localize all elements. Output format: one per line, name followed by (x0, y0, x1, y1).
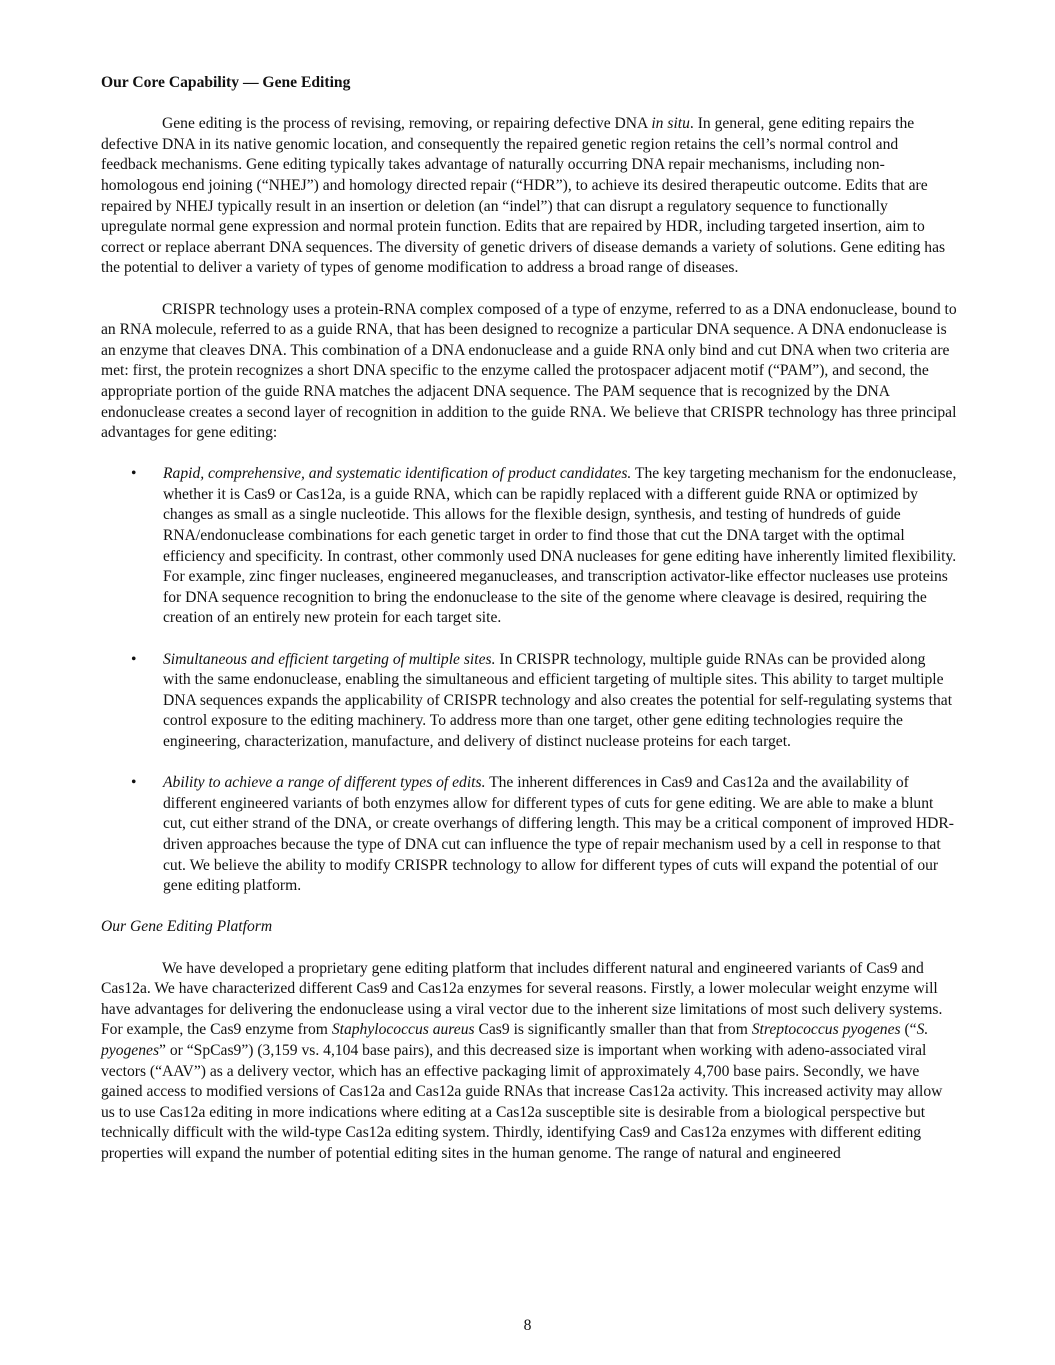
text-span: Gene editing is the process of revising, removing, or repairing defective DNA (162, 115, 652, 133)
platform-subheading: Our Gene Editing Platform (101, 918, 273, 936)
paragraph-crispr-technology: CRISPR technology uses a protein-RNA complex composed of a type of enzyme, referred to as a DNA endonuclease, bound to an RNA molecule, referred to as a guide RNA, that has been designed to recognize a particular DNA sequence. A DNA endonuclease is an enzyme that cleaves DNA. This combination of a DNA endonuclease and a guide RNA only bind and cut DNA when two criteria are met: first, the protein recognizes a short DNA specific to the enzyme called the protospacer adjacent motif (“PAM”), and second, the appropriate portion of the guide RNA matches the adjacent DNA sequence. The PAM sequence that is recognized by the DNA endonuclease creates a second layer of recognition in addition to the guide RNA. We believe that CRISPR technology has three principal advantages for gene editing: (101, 300, 957, 442)
list-item (101, 650, 957, 753)
bullet-lead: Rapid, comprehensive, and systematic identification of product candidates. (163, 465, 632, 483)
bullet-icon: • (131, 465, 137, 483)
bullet-text: The key targeting mechanism for the endonuclease, whether it is Cas9 or Cas12a, is a guide RNA, which can be rapidly replaced with a different guide RNA or optimized by changes as small as a single nucleotide. This allows for the flexible design, synthesis, and testing of hundreds of guide RNA/endonuclease combinations for each genetic target in order to find those that cut the DNA target with the optimal efficiency and specificity. In contrast, other commonly used DNA nucleases for gene editing have inherently limited flexibility. For example, zinc finger nucleases, engineered meganucleases, and transcription activator-like effector nucleases use proteins for DNA sequence recognition to bring the endonuclease to the site of the genome where cleavage is desired, requiring the creation of an entirely new protein for each target site. (163, 465, 957, 627)
species-name: Staphylococcus aureus (331, 1021, 475, 1039)
page-number: 8 (523, 1317, 532, 1334)
list-item (101, 773, 957, 897)
text-span: We have developed a proprietary gene editing platform that includes different natural and engineered variants of Cas9 and Cas12a. We have characterized different Cas9 and Cas12a enzymes for several reasons. Firstly, a lower molecular weight enzyme will have advantages for delivering the endonuclease using a viral vector due to the inherent size limitations of most such delivery systems. For example, the Cas9 enzyme from (101, 959, 943, 1039)
bullet-lead: Simultaneous and efficient targeting of multiple sites. (163, 650, 496, 668)
italic-term: in situ (651, 115, 690, 133)
bullet-lead: Ability to achieve a range of different types of edits. (163, 774, 486, 792)
paragraph-platform (101, 959, 957, 1165)
text-span: (“ (900, 1021, 917, 1039)
document-page (101, 73, 957, 1164)
paragraph-gene-editing-intro (101, 114, 957, 279)
species-name: Streptococcus pyogenes (751, 1021, 901, 1039)
bullet-icon: • (131, 650, 137, 668)
bullet-text: The inherent differences in Cas9 and Cas12a and the availability of different engineered variants of both enzymes allow for different types of cuts for gene editing. We are able to make a blunt cut, cut either strand of the DNA, or create overhangs of differing length. This may be a critical component of improved HDR-driven approaches because the type of DNA cut can influence the type of repair mechanism used by a cell in response to that cut. We believe the ability to modify CRISPR technology to allow for different types of cuts will expand the potential of our gene editing platform. (163, 774, 954, 895)
bullet-icon: • (131, 774, 137, 792)
section-heading: Our Core Capability — Gene Editing (101, 74, 351, 91)
text-span: Cas9 is significantly smaller than that from (474, 1021, 752, 1039)
text-span: . In general, gene editing repairs the defective DNA in its native genomic location, and consequently the repaired genetic region retains the cell’s normal control and feedback mechanisms. Gene editing typically takes advantage of naturally occurring DNA repair mechanisms, including non-homologous end joining (“NHEJ”) and homology directed repair (“HDR”), to achieve its desired therapeutic outcome. Edits that are repaired by NHEJ typically result in an insertion or deletion (an “indel”) that can disrupt a regulatory sequence to functionally upregulate normal gene expression and normal protein function. Edits that are repaired by HDR, including targeted insertion, aim to correct or replace aberrant DNA sequences. The diversity of genetic drivers of disease demands a variety of solutions. Gene editing has the potential to deliver a variety of types of genome modification to address a broad range of diseases. (101, 115, 946, 277)
species-name: S. pyogenes (101, 1021, 929, 1059)
text-span: ” or “SpCas9”) (3,159 vs. 4,104 base pairs), and this decreased size is important when working with adeno-associated viral vectors (“AAV”) as a delivery vector, which has an effective packaging limit of approximately 4,700 base pairs. Secondly, we have gained access to modified versions of Cas12a and Cas12a guide RNAs that increase Cas12a activity. This increased activity may allow us to use Cas12a editing in more indications where editing at a Cas12a susceptible site is desirable from a biological perspective but technically difficult with the wild-type Cas12a editing system. Thirdly, identifying Cas9 and Cas12a enzymes with different editing properties will expand the number of potential editing sites in the human genome. The range of natural and engineered (101, 1041, 943, 1162)
bullet-text: In CRISPR technology, multiple guide RNAs can be provided along with the same endonuclease, enabling the simultaneous and efficient targeting of multiple sites. This ability to target multiple DNA sequences expands the applicability of CRISPR technology and also creates the potential for self-regulating systems that control exposure to the editing machinery. To address more than one target, other gene editing technologies require the engineering, characterization, manufacture, and delivery of distinct nuclease proteins for each target. (163, 650, 953, 750)
list-item (101, 464, 957, 629)
advantages-list (101, 464, 957, 896)
